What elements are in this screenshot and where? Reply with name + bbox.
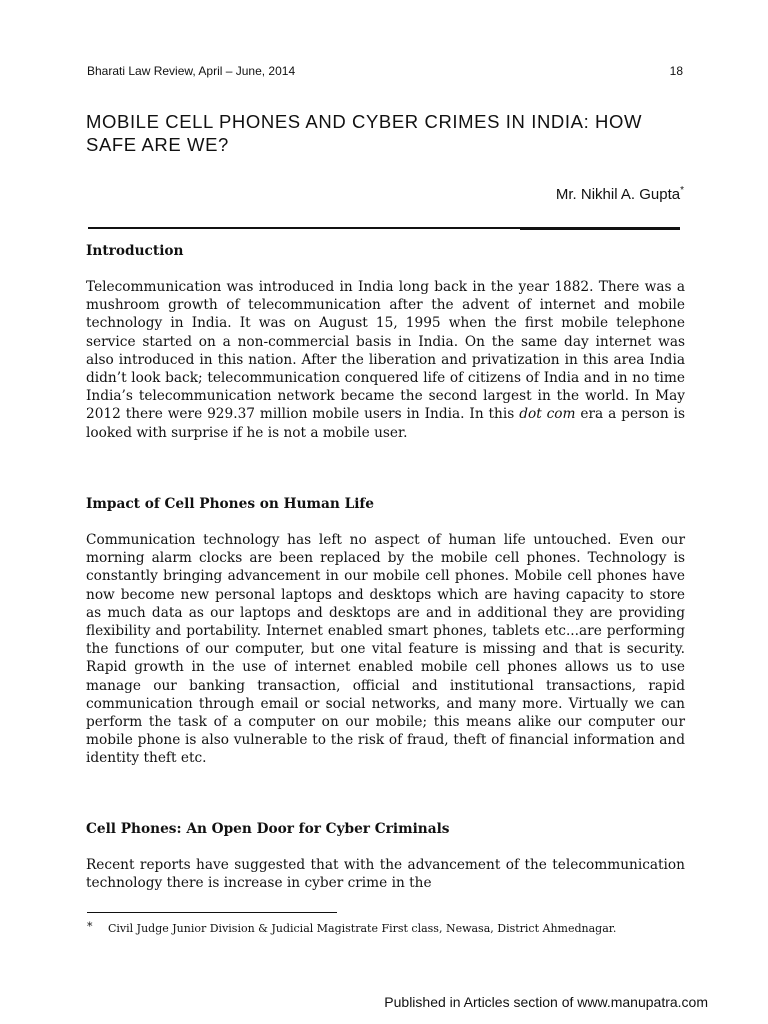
article-title: MOBILE CELL PHONES AND CYBER CRIMES IN INDIA: HOW SAFE ARE WE? (86, 111, 643, 155)
journal-citation: Bharati Law Review, April – June, 2014 (87, 64, 296, 78)
introduction-paragraph (86, 278, 685, 442)
section-heading-introduction: Introduction (86, 243, 184, 259)
introduction-emphasis: dot com (519, 406, 576, 423)
title-divider (88, 227, 520, 229)
open-door-paragraph: Recent reports have suggested that with the advancement of the telecommunication technology there is increase in cyber crime in the (86, 857, 685, 892)
section-heading-impact: Impact of Cell Phones on Human Life (86, 496, 375, 512)
title-divider-thick (520, 227, 680, 230)
author-name: Mr. Nikhil A. Gupta (555, 186, 681, 203)
publisher-footer: Published in Articles section of www.manupatra.com (384, 994, 708, 1010)
introduction-text-part2: era a person is looked with surprise if he is not a mobile user. (86, 406, 686, 441)
introduction-text-part1: Telecommunication was introduced in India long back in the year 1882. There was a mushroom growth of telecommunication after the advent of internet and mobile technology in India. It was on August 15, 1995 when the first mobile telephone service started on a non-commercial basis in India. On the same day internet was also introduced in this nation. After the liberation and privatization in this area India didn’t look back; telecommunication conquered life of citizens of India and in no time India’s telecommunication network became the second largest in the world. In May 2012 there were 929.37 million mobile users in India. In this (86, 279, 685, 423)
footnote-mark: * (87, 920, 93, 933)
footnote-text: Civil Judge Junior Division & Judicial Magistrate First class, Newasa, District Ahmednagar. (108, 922, 617, 935)
author-footnote-mark: * (680, 185, 684, 196)
author-line (556, 185, 684, 203)
section-heading-open-door: Cell Phones: An Open Door for Cyber Criminals (86, 821, 450, 837)
footnote-divider (87, 912, 337, 913)
page-number: 18 (669, 64, 683, 78)
impact-paragraph: Communication technology has left no aspect of human life untouched. Even our morning alarm clocks are been replaced by the mobile cell phones. Technology is constantly bringing advancement in our mobile cell phones. Mobile cell phones have now become new personal laptops and desktops which are having capacity to store as much data as our laptops and desktops are and in additional they are providing flexibility and portability. Internet enabled smart phones, tablets etc...are performing the functions of our computer, but one vital feature is missing and that is security. Rapid growth in the use of internet enabled mobile cell phones allows us to use manage our banking transaction, official and institutional transactions, rapid communication through email or social networks, and many more. Virtually we can perform the task of a computer on our mobile; this means alike our computer our mobile phone is also vulnerable to the risk of fraud, theft of financial information and identity theft etc. (86, 532, 685, 767)
footnote (87, 921, 685, 936)
